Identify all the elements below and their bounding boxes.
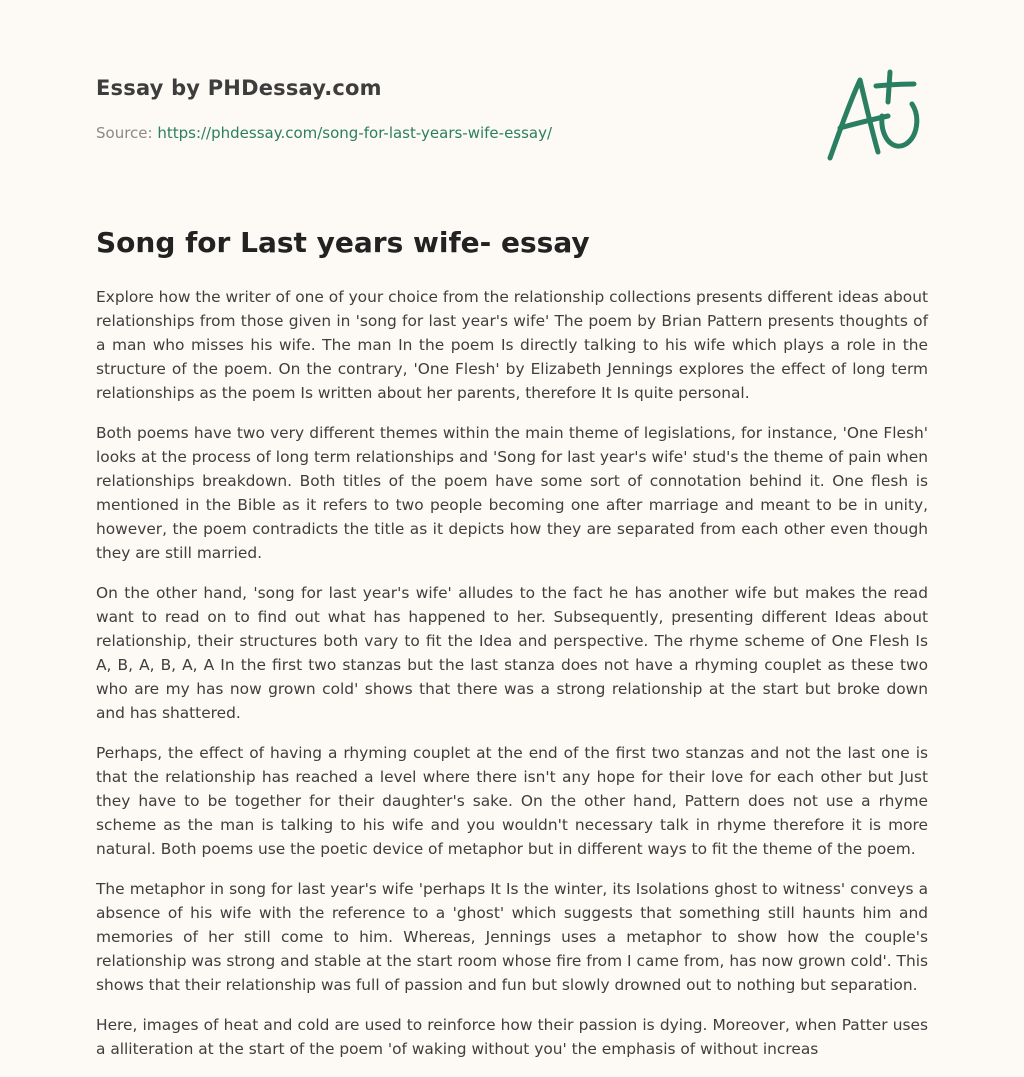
essay-title: Song for Last years wife- essay: [96, 226, 590, 259]
essay-body: [96, 285, 928, 1077]
essay-paragraph: On the other hand, 'song for last year's wife' alludes to the fact he has another wife but makes the read want to read on to find out what has happened to her. Subsequently, presenting different Ideas about relationship, their structures both vary to fit the Idea and perspective. The rhyme scheme of One Flesh Is A, B, A, B, A, A In the first two stanzas but the last stanza does not have a rhyming couplet as these two who are my has now grown cold' shows that there was a strong relationship at the start but broke down and has shattered.: [96, 584, 928, 722]
essay-paragraph: Both poems have two very different themes within the main theme of legislations, for instance, 'One Flesh' looks at the process of long term relationships and 'Song for last year's wife' stud's the theme of pain when relationships breakdown. Both titles of the poem have some sort of connotation behind it. One flesh is mentioned in the Bible as it refers to two people becoming one after marriage and meant to be in unity, however, the poem contradicts the title as it depicts how they are separated from each other even though they are still married.: [96, 424, 928, 562]
essay-paragraph: The metaphor in song for last year's wife 'perhaps It Is the winter, its Isolations ghost to witness' conveys a absence of his wife with the reference to a 'ghost' which suggests that something still haunts him and memories of her still come to him. Whereas, Jennings uses a metaphor to show how the couple's relationship was strong and stable at the start room whose fire from I came from, has now grown cold'. This shows that their relationship was full of passion and fun but slowly drowned out to nothing but separation.: [96, 880, 928, 994]
site-title: Essay by PHDessay.com: [96, 76, 382, 100]
source-label: Source:: [96, 124, 158, 142]
essay-paragraph: Here, images of heat and cold are used to reinforce how their passion is dying. Moreover, when Patter uses a alliteration at the start of the poem 'of waking without you' the emphasis of without increas: [96, 1016, 928, 1058]
essay-paragraph: Explore how the writer of one of your choice from the relationship collections presents different ideas about relationships from those given in 'song for last year's wife' The poem by Brian Pattern presents thoughts of a man who misses his wife. The man In the poem Is directly talking to his wife which plays a role in the structure of the poem. On the contrary, 'One Flesh' by Elizabeth Jennings explores the effect of long term relationships as the poem Is written about her parents, therefore It Is quite personal.: [96, 288, 928, 402]
essay-paragraph: Perhaps, the effect of having a rhyming couplet at the end of the first two stanzas and not the last one is that the relationship has reached a level where there isn't any hope for their love for each other but Just they have to be together for their daughter's sake. On the other hand, Pattern does not use a rhyme scheme as the man is talking to his wife and you wouldn't necessary talk in rhyme therefore it is more natural. Both poems use the poetic device of metaphor but in different ways to fit the theme of the poem.: [96, 744, 928, 858]
a-plus-grade-icon: [820, 66, 930, 166]
source-link[interactable]: https://phdessay.com/song-for-last-years-wife-essay/: [157, 124, 553, 142]
source-line: [96, 124, 552, 142]
